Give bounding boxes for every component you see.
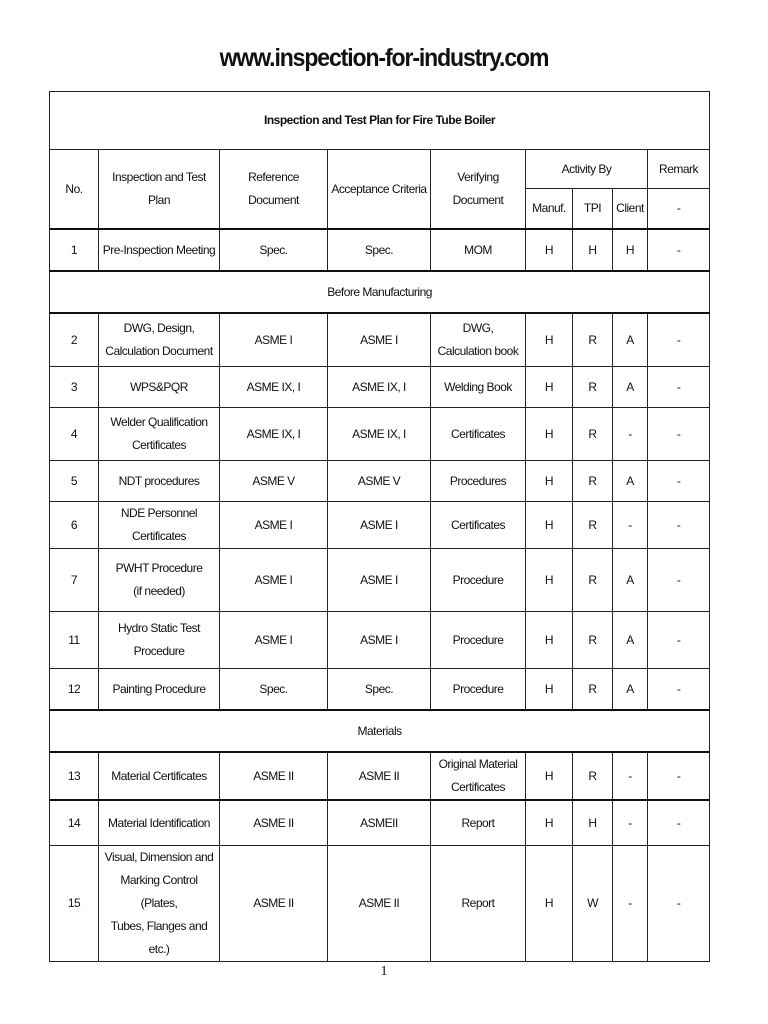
cell-acceptance: ASME V (328, 461, 431, 502)
cell-no: 12 (50, 669, 99, 711)
cell-manuf: H (526, 408, 573, 461)
cell-no: 13 (50, 752, 99, 800)
cell-no: 15 (50, 846, 99, 962)
cell-remark: - (648, 367, 710, 408)
table-row (50, 229, 710, 271)
cell-remark: - (648, 669, 710, 711)
col-header-client: Client (613, 189, 648, 230)
section-title: Materials (50, 710, 710, 752)
cell-remark: - (648, 752, 710, 800)
cell-client: H (613, 229, 648, 271)
page-number: 1 (380, 964, 388, 979)
cell-tpi: H (573, 229, 613, 271)
cell-verifying: Welding Book (431, 367, 526, 408)
cell-reference: ASME I (220, 313, 328, 367)
cell-tpi: R (573, 408, 613, 461)
table-row (50, 752, 710, 800)
cell-acceptance: ASME IX, I (328, 367, 431, 408)
col-header-tpi: TPI (573, 189, 613, 230)
cell-reference: ASME II (220, 846, 328, 962)
cell-client: A (613, 612, 648, 669)
cell-remark: - (648, 229, 710, 271)
cell-remark: - (648, 800, 710, 846)
cell-reference: ASME I (220, 502, 328, 549)
cell-manuf: H (526, 846, 573, 962)
cell-manuf: H (526, 229, 573, 271)
cell-acceptance: ASMEII (328, 800, 431, 846)
cell-acceptance: Spec. (328, 229, 431, 271)
table-row (50, 367, 710, 408)
section-title: Before Manufacturing (50, 271, 710, 313)
title-row (50, 92, 710, 150)
cell-verifying: Procedure (431, 612, 526, 669)
col-header-manuf: Manuf. (526, 189, 573, 230)
col-header-no: No. (50, 150, 99, 230)
cell-client: - (613, 502, 648, 549)
cell-reference: ASME II (220, 800, 328, 846)
cell-tpi: R (573, 502, 613, 549)
cell-reference: ASME IX, I (220, 367, 328, 408)
header-row-1 (50, 150, 710, 189)
cell-tpi: R (573, 367, 613, 408)
cell-verifying: DWG, Calculation book (431, 313, 526, 367)
col-header-verifying: Verifying Document (431, 150, 526, 230)
cell-remark: - (648, 612, 710, 669)
section-row (50, 271, 710, 313)
cell-verifying: Report (431, 846, 526, 962)
cell-client: A (613, 549, 648, 612)
cell-reference: Spec. (220, 229, 328, 271)
cell-reference: ASME IX, I (220, 408, 328, 461)
cell-tpi: R (573, 752, 613, 800)
cell-tpi: R (573, 612, 613, 669)
cell-manuf: H (526, 313, 573, 367)
cell-remark: - (648, 408, 710, 461)
cell-tpi: H (573, 800, 613, 846)
cell-no: 5 (50, 461, 99, 502)
cell-remark: - (648, 846, 710, 962)
table-row (50, 669, 710, 711)
cell-no: 3 (50, 367, 99, 408)
cell-reference: ASME I (220, 612, 328, 669)
cell-verifying: MOM (431, 229, 526, 271)
cell-acceptance: ASME II (328, 846, 431, 962)
col-header-acceptance: Acceptance Criteria (328, 150, 431, 230)
cell-plan: NDT procedures (99, 461, 220, 502)
cell-reference: Spec. (220, 669, 328, 711)
cell-client: A (613, 669, 648, 711)
cell-verifying: Certificates (431, 502, 526, 549)
cell-manuf: H (526, 549, 573, 612)
cell-remark: - (648, 549, 710, 612)
cell-verifying: Report (431, 800, 526, 846)
cell-acceptance: ASME I (328, 313, 431, 367)
table-title: Inspection and Test Plan for Fire Tube Boiler (50, 92, 710, 150)
col-header-remark: Remark (648, 150, 710, 189)
cell-verifying: Original Material Certificates (431, 752, 526, 800)
cell-client: - (613, 408, 648, 461)
cell-client: - (613, 800, 648, 846)
cell-verifying: Certificates (431, 408, 526, 461)
cell-plan: Material Identification (99, 800, 220, 846)
cell-plan: Hydro Static Test Procedure (99, 612, 220, 669)
cell-no: 4 (50, 408, 99, 461)
cell-tpi: W (573, 846, 613, 962)
col-header-reference: Reference Document (220, 150, 328, 230)
cell-plan: DWG, Design, Calculation Document (99, 313, 220, 367)
cell-no: 2 (50, 313, 99, 367)
cell-no: 11 (50, 612, 99, 669)
cell-reference: ASME II (220, 752, 328, 800)
cell-manuf: H (526, 752, 573, 800)
cell-no: 7 (50, 549, 99, 612)
table-row (50, 461, 710, 502)
cell-client: - (613, 752, 648, 800)
cell-manuf: H (526, 800, 573, 846)
table-row (50, 612, 710, 669)
col-header-activity-by: Activity By (526, 150, 648, 189)
cell-plan: Pre-Inspection Meeting (99, 229, 220, 271)
cell-manuf: H (526, 367, 573, 408)
cell-remark: - (648, 502, 710, 549)
cell-manuf: H (526, 669, 573, 711)
cell-plan: NDE Personnel Certificates (99, 502, 220, 549)
cell-reference: ASME V (220, 461, 328, 502)
cell-verifying: Procedure (431, 669, 526, 711)
cell-no: 14 (50, 800, 99, 846)
section-row (50, 710, 710, 752)
cell-plan: Visual, Dimension and Marking Control (Plates, Tubes, Flanges and etc.) (99, 846, 220, 962)
cell-tpi: R (573, 669, 613, 711)
cell-remark: - (648, 313, 710, 367)
cell-tpi: R (573, 313, 613, 367)
table-row (50, 800, 710, 846)
cell-manuf: H (526, 461, 573, 502)
cell-acceptance: ASME IX, I (328, 408, 431, 461)
cell-plan: Material Certificates (99, 752, 220, 800)
cell-acceptance: Spec. (328, 669, 431, 711)
table-row (50, 549, 710, 612)
cell-manuf: H (526, 612, 573, 669)
cell-verifying: Procedures (431, 461, 526, 502)
table-row (50, 846, 710, 962)
cell-client: A (613, 367, 648, 408)
cell-client: A (613, 313, 648, 367)
table-row (50, 502, 710, 549)
site-url: www.inspection-for-industry.com (219, 44, 549, 72)
col-header-plan: Inspection and Test Plan (99, 150, 220, 230)
cell-verifying: Procedure (431, 549, 526, 612)
cell-remark: - (648, 461, 710, 502)
cell-no: 1 (50, 229, 99, 271)
cell-acceptance: ASME I (328, 549, 431, 612)
cell-plan: Painting Procedure (99, 669, 220, 711)
cell-tpi: R (573, 461, 613, 502)
cell-acceptance: ASME I (328, 612, 431, 669)
cell-no: 6 (50, 502, 99, 549)
table-row (50, 408, 710, 461)
cell-manuf: H (526, 502, 573, 549)
cell-reference: ASME I (220, 549, 328, 612)
itp-table (49, 91, 710, 962)
cell-client: - (613, 846, 648, 962)
cell-plan: Welder Qualification Certificates (99, 408, 220, 461)
cell-acceptance: ASME II (328, 752, 431, 800)
cell-tpi: R (573, 549, 613, 612)
col-header-remark-sub: - (648, 189, 710, 230)
cell-acceptance: ASME I (328, 502, 431, 549)
table-row (50, 313, 710, 367)
cell-plan: PWHT Procedure (if needed) (99, 549, 220, 612)
cell-plan: WPS&PQR (99, 367, 220, 408)
cell-client: A (613, 461, 648, 502)
